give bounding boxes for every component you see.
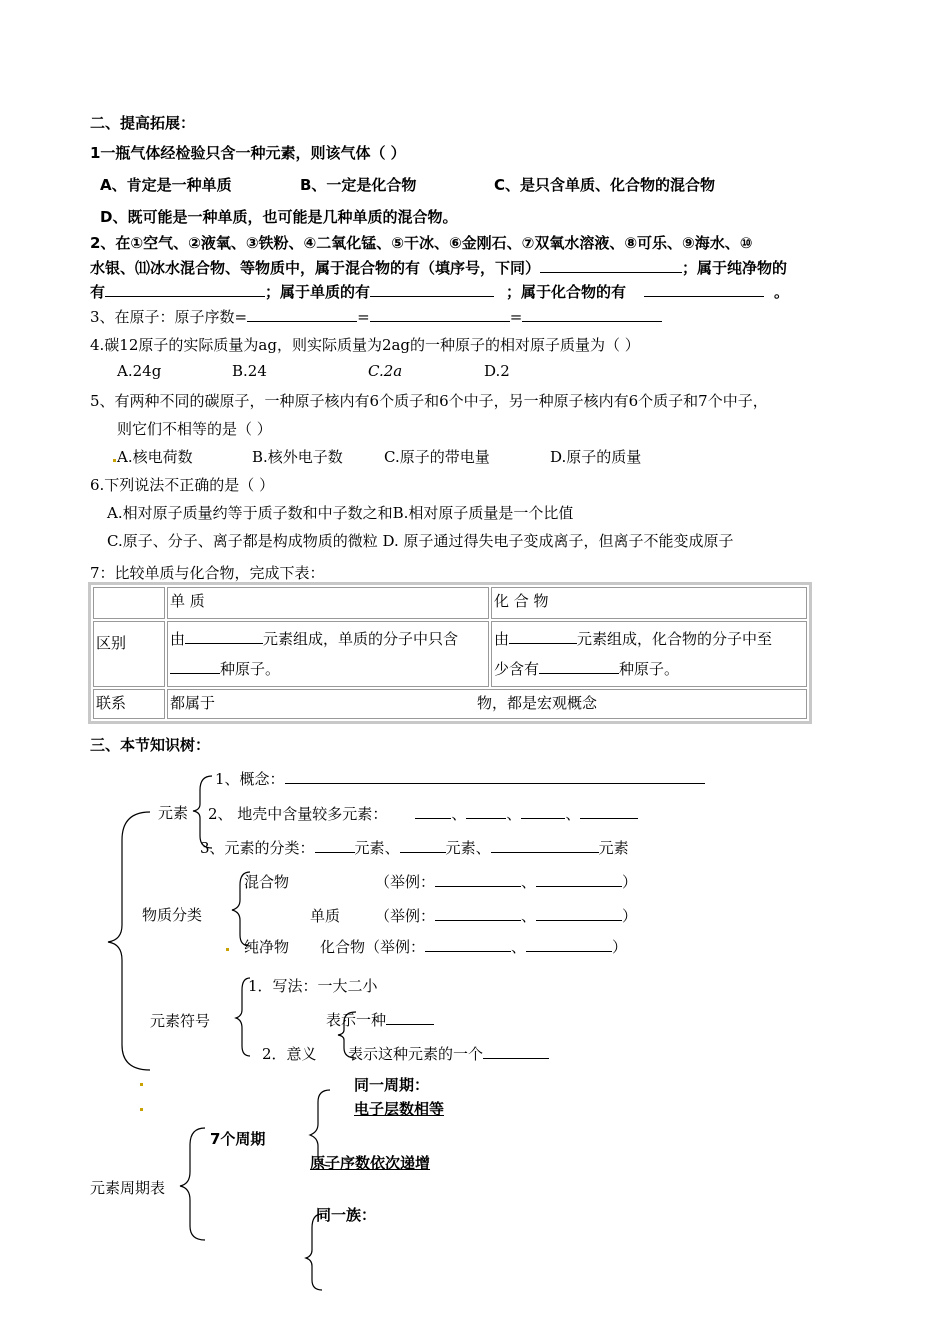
q5-option-a: A.核电荷数 (117, 448, 193, 466)
tree-symbol-meaning: 2．意义 (262, 1045, 317, 1063)
table-brace (180, 1128, 205, 1240)
table-diff-compound: 由 元素组成，化合物的分子中至 少含有 种原子。 (491, 621, 807, 687)
q1-stem: 1一瓶气体经检验只含一种元素，则该气体（ ） (90, 144, 406, 162)
mark-dot (140, 1108, 143, 1111)
q3-eq-1: = (357, 308, 370, 326)
blank-crust-3[interactable] (521, 804, 565, 819)
mark-dot (113, 459, 116, 462)
section2-heading: 二、提高拓展： (90, 114, 196, 132)
q5-option-d: D.原子的质量 (550, 448, 642, 466)
tree-mixture-example: （举例： 、 ） (375, 873, 638, 891)
q3-text: 3、在原子：原子序数= (90, 308, 248, 326)
q3-eq-2: = (509, 308, 523, 326)
tree-same-period: 同一周期： (354, 1076, 430, 1094)
tree-mixture: 混合物 (244, 873, 290, 891)
q7-stem: 7：比较单质与化合物，完成下表： (90, 564, 325, 582)
q4-option-a: A.24g (117, 362, 162, 380)
tree-simple: 单质 (310, 907, 341, 925)
blank-simple-ex-2[interactable] (536, 906, 622, 921)
tree-meaning-1: 表示一种 (326, 1009, 434, 1030)
table-header-element: 单 质 (167, 587, 489, 619)
tree-compound: 化合物（举例： 、 ） (320, 938, 628, 956)
main-brace (108, 812, 150, 1070)
section3-heading: 三、本节知识树： (90, 736, 211, 754)
table-row-diff-label: 区别 (93, 621, 165, 687)
q2-line2-text: 水银、⑾冰水混合物、等物质中，属于混合物的有（填序号，下同） (90, 259, 541, 277)
blank-class-2[interactable] (400, 838, 446, 853)
tree-meaning-2: 表示这种元素的一个 (348, 1043, 549, 1064)
q5-line1: 5、有两种不同的碳原子，一种原子核内有6个质子和6个中子，另一种原子核内有6个质子和7个中子， (90, 392, 768, 410)
blank-comp-ex-2[interactable] (526, 937, 612, 952)
q4-option-b: B.24 (232, 362, 267, 380)
tree-element-label: 元素 (158, 804, 189, 822)
tree-same-group: 同一族： (316, 1206, 377, 1224)
q2-line3-compound: ；属于化合物的有 (506, 283, 627, 301)
tree-matter-label: 物质分类 (142, 906, 203, 924)
q2-line1: 2、在①空气、②液氧、③铁粉、④二氧化锰、⑤干冰、⑥金刚石、⑦双氧水溶液、⑧可乐、⑨海水、⑩ (90, 234, 753, 252)
table-header-compound: 化 合 物 (491, 587, 807, 619)
tree-simple-example: （举例： 、 ） (375, 907, 638, 925)
tree-periodic-table-label: 元素周期表 (90, 1179, 166, 1197)
q4-option-c: C.2a (368, 362, 403, 380)
blank-simple-ex-1[interactable] (435, 906, 521, 921)
tree-symbol-label: 元素符号 (150, 1012, 211, 1030)
table-link-cell: 都属于 物，都是宏观概念 (167, 689, 807, 719)
mark-dot (140, 1083, 143, 1086)
blank-crust-4[interactable] (580, 804, 638, 819)
blank-mix-ex-2[interactable] (536, 872, 622, 887)
tree-concept: 1、概念： (215, 768, 705, 789)
q2-line2-tail: ；属于纯净物的 (682, 259, 788, 277)
blank-concept[interactable] (285, 769, 705, 784)
blank-class-3[interactable] (491, 838, 599, 853)
q1-option-c: C、是只含单质、化合物的混合物 (494, 176, 716, 194)
blank-class-1[interactable] (315, 838, 355, 853)
mark-dot (226, 948, 229, 951)
q1-option-d: D、既可能是一种单质，也可能是几种单质的混合物。 (100, 208, 458, 226)
q5-option-c: C.原子的带电量 (384, 448, 490, 466)
tree-symbol-write: 1．写法：一大二小 (248, 977, 378, 995)
group-brace (306, 1214, 322, 1290)
blank-meaning-2[interactable] (483, 1044, 549, 1059)
q6-options-ab: A.相对原子质量约等于质子数和中子数之和B.相对原子质量是一个比值 (107, 504, 574, 522)
q5-line2: 则它们不相等的是（ ） (117, 420, 272, 438)
q4-stem: 4.碳12原子的实际质量为ag，则实际质量为2ag的一种原子的相对原子质量为（ ） (90, 336, 640, 354)
q1-option-b: B、一定是化合物 (300, 176, 417, 194)
tree-crust: 2、 地壳中含量较多元素： 、 、 、 (208, 803, 638, 824)
blank-mix-ex-1[interactable] (435, 872, 521, 887)
tree-classify: 3、元素的分类： 元素、 元素、 元素 (200, 839, 629, 857)
q2-line3-end: 。 (774, 283, 790, 301)
q2-line3-text: 有 (90, 283, 106, 301)
tree-atomic-increase: 原子序数依次递增 (310, 1154, 431, 1172)
q5-option-b: B.核外电子数 (252, 448, 343, 466)
tree-pure: 纯净物 (244, 938, 290, 956)
blank-crust-2[interactable] (466, 804, 506, 819)
tree-periods: 7个周期 (210, 1130, 266, 1148)
blank-meaning-1[interactable] (386, 1010, 434, 1025)
blank-crust-1[interactable] (415, 804, 451, 819)
table-row-link-label: 联系 (93, 689, 165, 719)
q2-line3-simple: ；属于单质的有 (265, 283, 371, 301)
blank-comp-ex-1[interactable] (425, 937, 511, 952)
q4-option-d: D.2 (484, 362, 510, 380)
q1-option-a: A、肯定是一种单质 (100, 176, 232, 194)
q6-stem: 6.下列说法不正确的是（ ） (90, 476, 275, 494)
table-diff-element: 由 元素组成，单质的分子中只含 种原子。 (167, 621, 489, 687)
q6-options-cd: C.原子、分子、离子都是构成物质的微粒 D. 原子通过得失电子变成离子，但离子不能变成原子 (107, 532, 734, 550)
tree-shells-equal: 电子层数相等 (354, 1100, 445, 1118)
